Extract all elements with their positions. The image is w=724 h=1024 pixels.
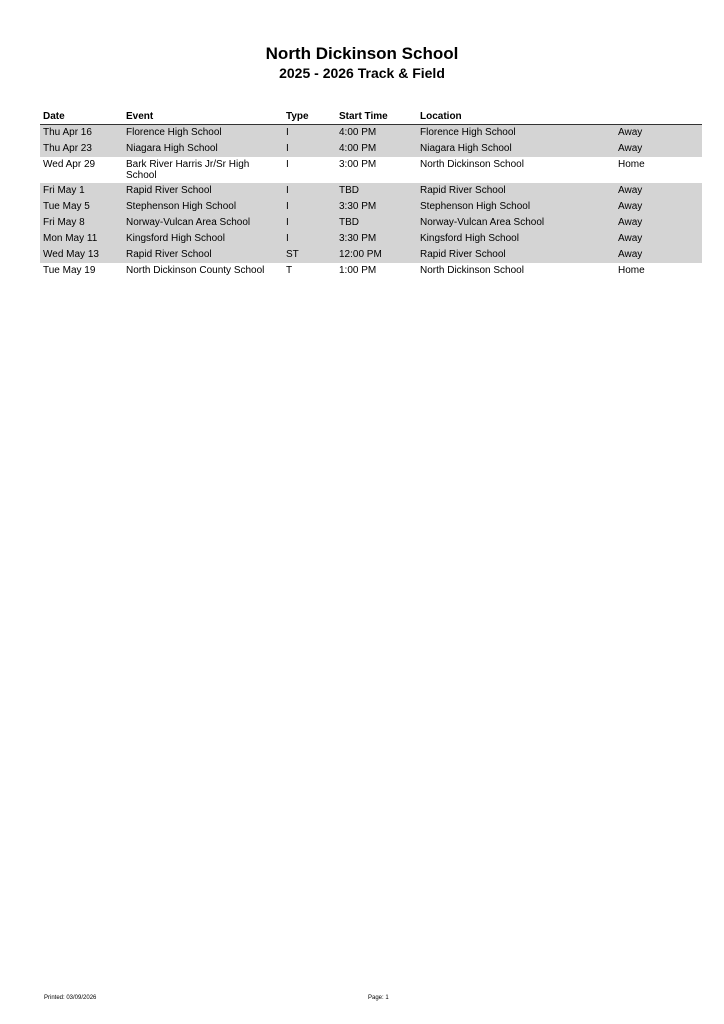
- cell-type: I: [283, 215, 336, 231]
- cell-location: Norway-Vulcan Area School: [417, 215, 615, 231]
- cell-location: Rapid River School: [417, 247, 615, 263]
- cell-location: Rapid River School: [417, 183, 615, 199]
- cell-location: North Dickinson School: [420, 159, 524, 170]
- table-row: [40, 247, 702, 263]
- cell-start-time: 3:30 PM: [336, 199, 417, 215]
- cell-home-away: Away: [615, 141, 702, 157]
- cell-date: Thu Apr 16: [40, 125, 123, 142]
- table-row: [40, 183, 702, 199]
- cell-home-away: Away: [615, 231, 702, 247]
- cell-home-away: Away: [615, 199, 702, 215]
- page-number: Page: 1: [368, 995, 389, 1001]
- cell-date: Fri May 1: [40, 183, 123, 199]
- cell-start-time: 4:00 PM: [336, 125, 417, 142]
- cell-date: Fri May 8: [40, 215, 123, 231]
- cell-date: Thu Apr 23: [40, 141, 123, 157]
- cell-event: Kingsford High School: [123, 231, 283, 247]
- page-header: [0, 44, 724, 82]
- cell-home-away: Home: [618, 159, 645, 170]
- table-row: [40, 199, 702, 215]
- column-header-start-time: Start Time: [336, 107, 417, 125]
- schedule-table: [40, 107, 702, 279]
- cell-event: Florence High School: [123, 125, 283, 142]
- cell-event: North Dickinson County School: [126, 265, 265, 276]
- cell-type: I: [283, 199, 336, 215]
- cell-type: I: [283, 183, 336, 199]
- cell-home-away: Away: [615, 215, 702, 231]
- cell-start-time: 3:30 PM: [336, 231, 417, 247]
- cell-home-away: Away: [615, 183, 702, 199]
- cell-type: ST: [283, 247, 336, 263]
- table-row: [40, 231, 702, 247]
- cell-date: Tue May 19: [43, 265, 96, 276]
- cell-start-time: 1:00 PM: [339, 265, 377, 276]
- table-row: [40, 215, 702, 231]
- schedule-title: 2025 - 2026 Track & Field: [279, 65, 445, 81]
- printed-date: Printed: 03/09/2026: [44, 995, 97, 1001]
- table-header-row: [40, 107, 702, 125]
- cell-date: Tue May 5: [40, 199, 123, 215]
- column-header-event: Event: [123, 107, 283, 125]
- cell-date: Wed May 13: [40, 247, 123, 263]
- table-row: [40, 263, 702, 279]
- cell-location: Stephenson High School: [417, 199, 615, 215]
- cell-type: T: [286, 265, 293, 276]
- cell-start-time: 4:00 PM: [336, 141, 417, 157]
- cell-start-time: 3:00 PM: [339, 159, 377, 170]
- cell-date: Mon May 11: [40, 231, 123, 247]
- cell-event: Niagara High School: [123, 141, 283, 157]
- cell-date: Wed Apr 29: [43, 159, 96, 170]
- cell-location: North Dickinson School: [420, 265, 524, 276]
- cell-type: I: [286, 159, 289, 170]
- cell-location: Niagara High School: [417, 141, 615, 157]
- column-header-location: Location: [417, 107, 615, 125]
- table-row: [40, 125, 702, 142]
- table-row: [40, 141, 702, 157]
- cell-type: I: [283, 231, 336, 247]
- cell-home-away: Away: [615, 125, 702, 142]
- table-row: [40, 157, 702, 183]
- column-header-home-away: [615, 107, 702, 125]
- cell-start-time: TBD: [336, 215, 417, 231]
- schedule-body: [40, 125, 702, 280]
- cell-home-away: Home: [618, 265, 645, 276]
- cell-start-time: TBD: [336, 183, 417, 199]
- cell-event: Rapid River School: [123, 183, 283, 199]
- cell-location: Kingsford High School: [417, 231, 615, 247]
- cell-location: Florence High School: [417, 125, 615, 142]
- column-header-date: Date: [40, 107, 123, 125]
- cell-event: Rapid River School: [123, 247, 283, 263]
- cell-event: Bark River Harris Jr/Sr High School: [126, 159, 250, 181]
- cell-start-time: 12:00 PM: [336, 247, 417, 263]
- cell-event: Stephenson High School: [123, 199, 283, 215]
- cell-home-away: Away: [615, 247, 702, 263]
- cell-type: I: [283, 141, 336, 157]
- school-title: North Dickinson School: [265, 44, 459, 63]
- cell-type: I: [283, 125, 336, 142]
- cell-event: Norway-Vulcan Area School: [123, 215, 283, 231]
- column-header-type: Type: [283, 107, 336, 125]
